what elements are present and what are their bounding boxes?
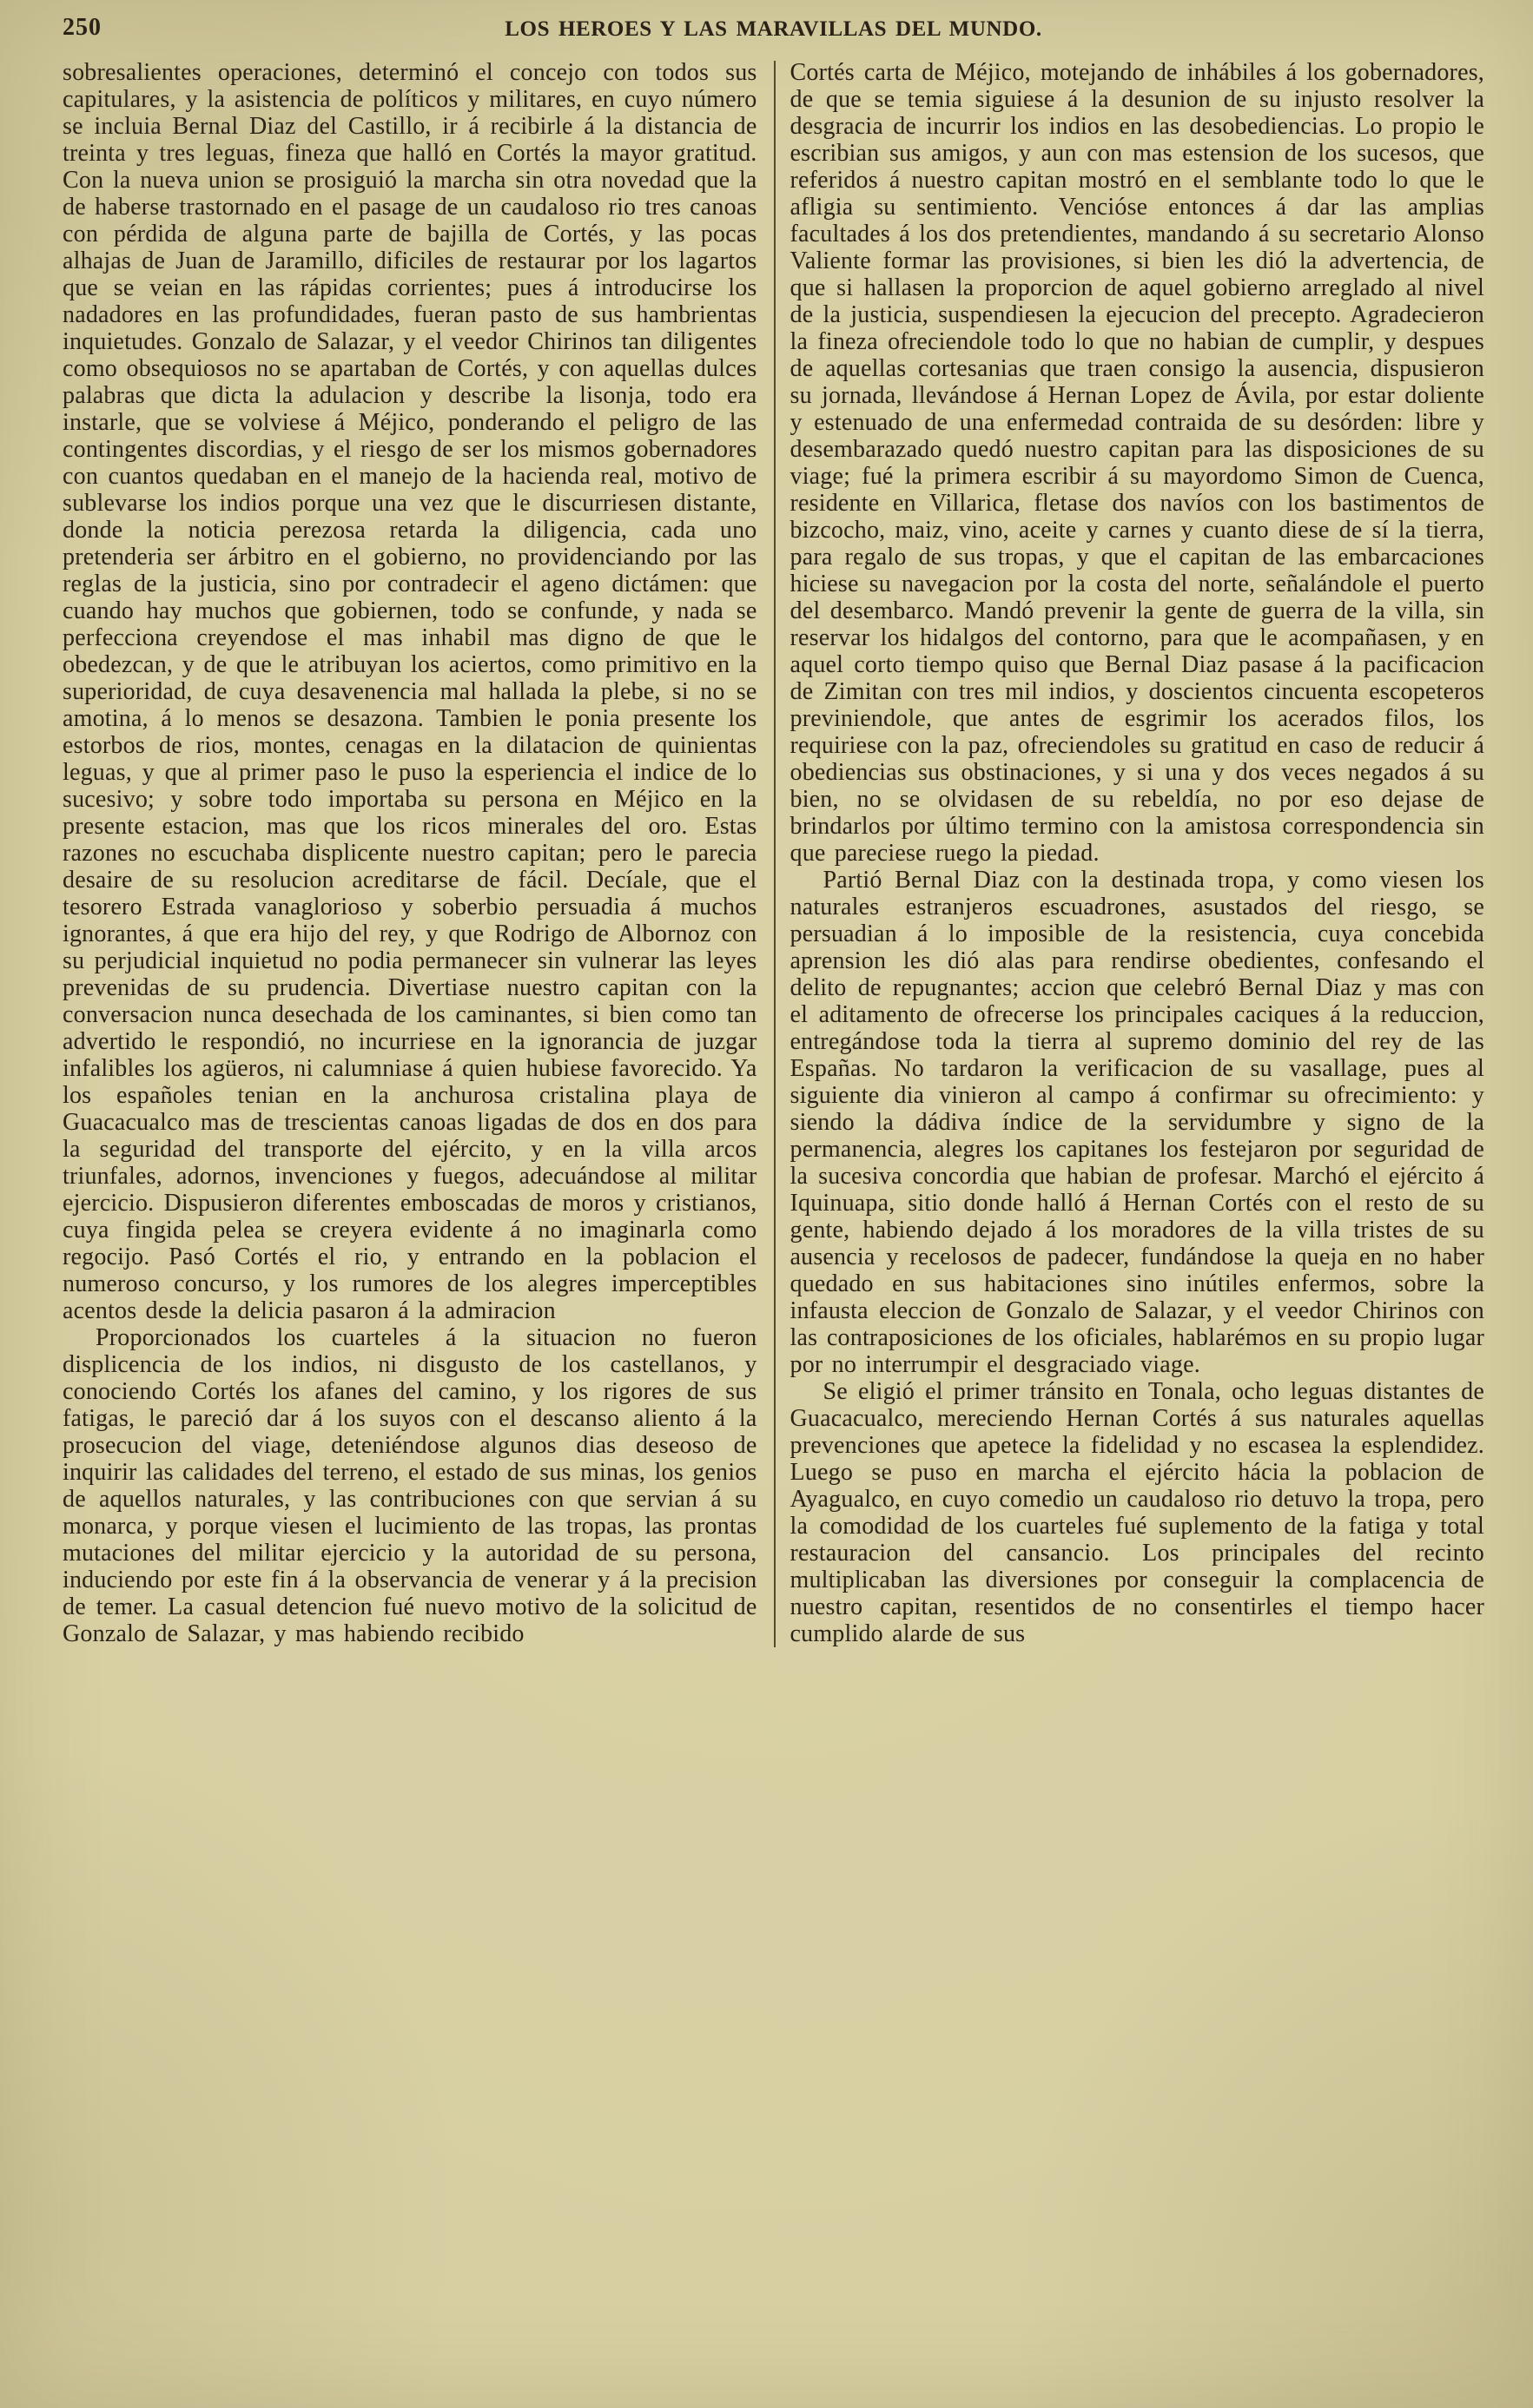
paragraph: sobresalientes operaciones, determinó el concejo con todos sus capitulares, y la asistencia de políticos y militares, en cuyo número se incluia Bernal Diaz del Castillo, ir á recibirle á la distancia de treinta y tres leguas, fineza que halló en Cortés la mayor gratitud. Con la nueva union se prosiguió la marcha sin otra novedad que la de haberse trastornado en el pasage de un caudaloso rio tres canoas con pérdida de alguna parte de bajilla de Cortés, y las pocas alhajas de Juan de Jaramillo, dificiles de restaurar por los lagartos que se veian en las rápidas corrientes; pues á introducirse los nadadores en las profundidades, fueran pasto de sus hambrientas inquietudes. Gonzalo de Salazar, y el veedor Chirinos tan diligentes como obsequiosos no se apartaban de Cortés, y con aquellas dulces palabras que dicta la adulacion y describe la lisonja, todo era instarle, que se volviese á Méjico, ponderando el peligro de las contingentes discordias, y el riesgo de ser los mismos gobernadores con cuantos quedaban en el manejo de la hacienda real, motivo de sublevarse los indios porque una vez que le discurriesen distante, donde la noticia perezosa retarda la diligencia, cada uno pretenderia ser árbitro en el gobierno, no providenciando por las reglas de la justicia, sino por contradecir el ageno dictámen: que cuando hay muchos que gobiernen, todo se confunde, y nada se perfecciona creyendose el mas inhabil mas digno de que le obedezcan, y de que le atribuyan los aciertos, como primitivo en la superioridad, de cuya desavenencia mal hallada la plebe, si no se amotina, á lo menos se desazona. Tambien le ponia presente los estorbos de rios, montes, cenagas en la dilatacion de quinientas leguas, y que al primer paso le puso la esperiencia el indice de lo sucesivo; y sobre todo importaba su persona en Méjico en la presente estacion, mas que los ricos minerales del oro. Estas razones no escuchaba displicente nuestro capitan; pero le parecia desaire de su resolucion acreditarse de fácil. Decíale, que el tesorero Estrada vanaglorioso y soberbio persuadia á muchos ignorantes, á que era hijo del rey, y que Rodrigo de Albornoz con su perjudicial inquietud no podia permanecer sin vulnerar las leyes prevenidas de su prudencia. Divertiase nuestro capitan con la conversacion nunca desechada de los caminantes, si bien como tan advertido le respondió, no incurriese en la ignorancia de juzgar infalibles los agüeros, ni calumniase á quien hubiese favorecido. Ya los españoles tenian en la anchurosa cristalina playa de Guacacualco mas de trescientas canoas ligadas de dos en dos para la seguridad del transporte del ejército, y en la villa arcos triunfales, adornos, invenciones y fuegos, adecuándose al militar ejercicio. Dispusieron diferentes emboscadas de moros y cristianos, cuya fingida pelea se creyera evidente á no imaginarla como regocijo. Pasó Cortés el rio, y entrando en la poblacion el numeroso concurso, y los rumores de los alegres imperceptibles acentos desde la delicia pasaron á la admiracion [63,59,757,1324]
paragraph: Se eligió el primer tránsito en Tonala, ocho leguas distantes de Guacacualco, mereciendo Hernan Cortés á sus naturales aquellas prevenciones que apetece la fidelidad y no escasea la esplendidez. Luego se puso en marcha el ejército hácia la poblacion de Ayagualco, en cuyo comedio un caudaloso rio detuvo la tropa, pero la comodidad de los cuarteles fué suplemento de la fatiga y total restauracion del cansancio. Los principales del recinto multiplicaban las diversiones por conseguir la complacencia de nuestro capitan, resentidos de no consentirles el tiempo hacer cumplido alarde de sus [790,1378,1484,1647]
paragraph: Proporcionados los cuarteles á la situacion no fueron displicencia de los indios, ni disgusto de los castellanos, y conociendo Cortés los afanes del camino, y los rigores de sus fatigas, le pareció dar á los suyos con el descanso aliento á la prosecucion del viage, deteniéndose algunos dias deseoso de inquirir las calidades del terreno, el estado de sus minas, los genios de aquellos naturales, y las contribuciones con que servian á su monarca, y porque viesen el lucimiento de las tropas, las prontas mutaciones del militar ejercicio y la autoridad de su persona, induciendo por este fin á la observancia de venerar y á la precision de temer. La casual detencion fué nuevo motivo de la solicitud de Gonzalo de Salazar, y mas habiendo recibido [63,1324,757,1647]
text-columns [63,59,1484,1647]
page-number: 250 [63,14,102,41]
running-head [63,14,1484,54]
running-head-title: LOS HEROES Y LAS MARAVILLAS DEL MUNDO. [505,17,1042,41]
column-rule [774,61,776,1647]
paragraph: Cortés carta de Méjico, motejando de inhábiles á los gobernadores, de que se temia siguiese á la desunion de su injusto resolver la desgracia de incurrir los indios en las desobediencias. Lo propio le escribian sus amigos, y aun con mas estension de los sucesos, que referidos á nuestro capitan mostró en el semblante todo lo que le afligia su sentimiento. Vencióse entonces á dar las amplias facultades á los dos pretendientes, mandando á su secretario Alonso Valiente formar las provisiones, si bien les dió la advertencia, de que si hallasen la proporcion de aquel gobierno arreglado al nivel de la justicia, suspendiesen la ejecucion del precepto. Agradecieron la fineza ofreciendole todo lo que no habian de cumplir, y despues de aquellas cortesanias que traen consigo la ausencia, dispusieron su jornada, llevándose á Hernan Lopez de Ávila, por estar doliente y estenuado de una enfermedad contraida de su desórden: libre y desembarazado quedó nuestro capitan para las disposiciones de su viage; fué la primera escribir á su mayordomo Simon de Cuenca, residente en Villarica, fletase dos navíos con los bastimentos de bizcocho, maiz, vino, aceite y carnes y cuanto diese de sí la tierra, para regalo de sus tropas, y que el capitan de las embarcaciones hiciese su navegacion por la costa del norte, señalándole el puerto del desembarco. Mandó prevenir la gente de guerra de la villa, sin reservar los hidalgos del contorno, para que le acompañasen, y en aquel corto tiempo quiso que Bernal Diaz pasase á la pacificacion de Zimitan con tres mil indios, y doscientos cincuenta escopeteros previniendole, que antes de esgrimir los acerados filos, los requiriese con la paz, ofreciendoles su gratitud en caso de reducir á obediencias sus obstinaciones, y si una y dos veces negados á su bien, no se olvidasen de su rebeldía, no por eso dejase de brindarlos por último termino con la amistosa correspondencia sin que pareciese ruego la piedad. [790,59,1484,867]
paragraph: Partió Bernal Diaz con la destinada tropa, y como viesen los naturales estranjeros escuadrones, asustados del riesgo, se persuadian á lo imposible de la resistencia, cuya concebida aprension les dió alas para rendirse obedientes, confesando el delito de repugnantes; accion que celebró Bernal Diaz y mas con el aditamento de ofrecerse los principales caciques á la reduccion, entregándose toda la tierra al supremo dominio del rey de las Españas. No tardaron la verificacion de su vasallage, pues al siguiente dia vinieron al campo á confirmar su ofrecimiento: y siendo la dádiva índice de la servidumbre y signo de la permanencia, alegres los capitanes los festejaron por seguridad de la sucesiva concordia que habian de profesar. Marchó el ejército á Iquinuapa, sitio donde halló á Hernan Cortés con el resto de su gente, habiendo dejado á los moradores de la villa tristes de su ausencia y recelosos de padecer, fundándose la queja en no haber quedado en sus habitaciones sino inútiles enfermos, sobre la infausta eleccion de Gonzalo de Salazar, y el veedor Chirinos con las contraposiciones de los oficiales, hablarémos en su propio lugar por no interrumpir el desgraciado viage. [790,867,1484,1378]
right-column [790,59,1485,1647]
left-column [63,59,757,1647]
